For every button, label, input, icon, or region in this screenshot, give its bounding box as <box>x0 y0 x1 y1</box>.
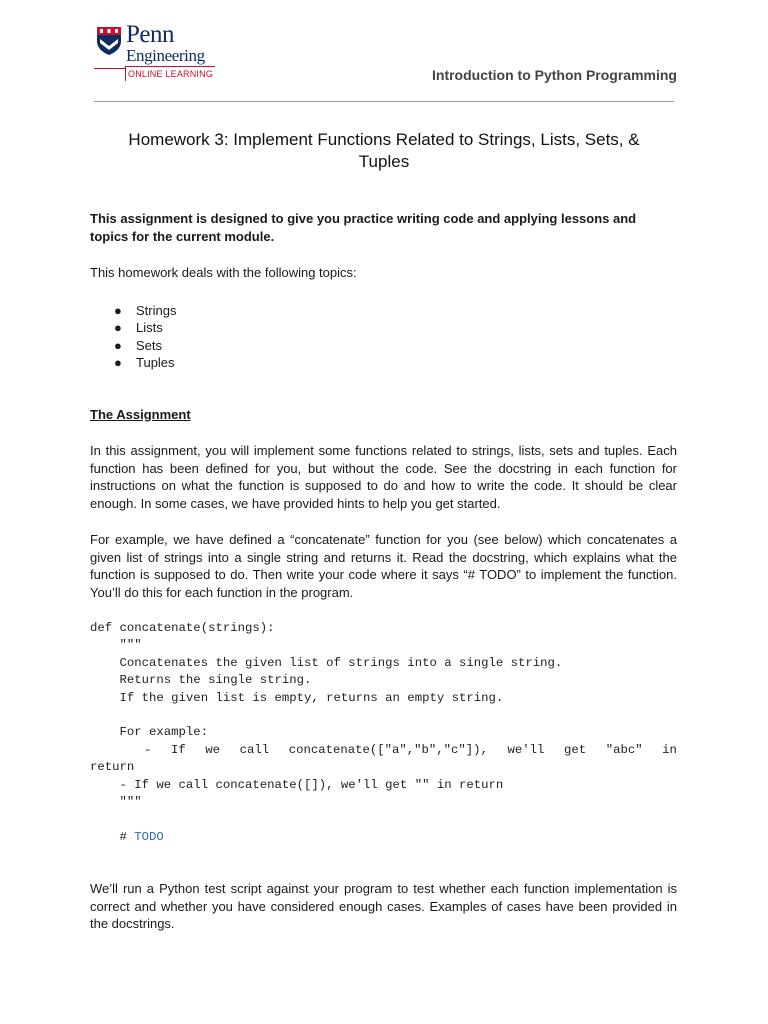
code-line: For example: <box>90 725 209 740</box>
todo-marker: TODO <box>134 829 164 844</box>
bullet-icon: ● <box>114 320 122 335</box>
testing-paragraph: We’ll run a Python test script against your program to test whether each function implementation is correct and whether you have considered enough cases. Examples of cases have been provided in the docstrings. <box>90 881 677 932</box>
example-paragraph: For example, we have defined a “concatenate” function for you (see below) which concatenates a given list of strings into a single string and returns it. Read the docstring, which explains what the function is supposed to do. Then write your code where it says “# TODO” to implement the function. You’ll do this for each function in the program. <box>90 532 677 600</box>
intro-paragraph: This assignment is designed to give you practice writing code and applying lessons and topics for the current module. <box>90 211 637 244</box>
list-item: ● Tuples <box>114 355 175 370</box>
code-todo-line: # TODO <box>90 829 164 844</box>
topics-lead: This homework deals with the following topics: <box>90 265 357 280</box>
bullet-icon: ● <box>114 355 122 370</box>
homework-title <box>96 129 672 173</box>
homework-title-line1: Homework 3: Implement Functions Related to Strings, Lists, Sets, & <box>128 130 640 149</box>
assignment-heading: The Assignment <box>90 406 191 422</box>
code-line <box>90 707 677 724</box>
homework-title-line2: Tuples <box>358 152 410 171</box>
code-line: If the given list is empty, returns an empty string. <box>90 690 504 705</box>
logo-online-learning-text: ONLINE LEARNING <box>125 66 215 81</box>
code-line <box>90 811 677 828</box>
code-line: Concatenates the given list of strings into a single string. <box>90 655 563 670</box>
course-title: Introduction to Python Programming <box>432 67 677 83</box>
code-line: return <box>90 760 135 775</box>
list-item: ● Sets <box>114 337 163 353</box>
list-item: ● Strings <box>114 302 177 318</box>
document-body <box>90 210 677 933</box>
code-line-justified: - If we call concatenate(["a","b","c"]), we'll get "abc" in <box>144 742 677 757</box>
topics-list <box>90 302 677 372</box>
penn-engineering-logo <box>94 22 214 82</box>
code-line: - If we call concatenate([]), we'll get "" in return <box>90 777 504 792</box>
penn-shield-icon <box>96 26 122 56</box>
assignment-paragraph: In this assignment, you will implement some functions related to strings, lists, sets and tuples. Each function has been defined for you, but without the code. See the docstring in each function for instructions on what the function is supposed to do and how to write the code. It should be clear enough. In some cases, we have provided hints to help you get started. <box>90 443 677 511</box>
logo-engineering-text: Engineering <box>126 46 205 65</box>
list-item: ● Lists <box>114 320 163 335</box>
code-line: """ <box>90 795 142 810</box>
logo-divider <box>94 68 125 69</box>
code-line: Returns the single string. <box>90 673 312 688</box>
code-block <box>90 620 677 846</box>
code-line: def concatenate(strings): <box>90 621 275 635</box>
header-divider <box>94 101 674 102</box>
bullet-icon: ● <box>114 337 122 353</box>
code-line: """ <box>90 638 142 653</box>
logo-penn-text: Penn <box>126 21 174 48</box>
bullet-icon: ● <box>114 302 122 318</box>
